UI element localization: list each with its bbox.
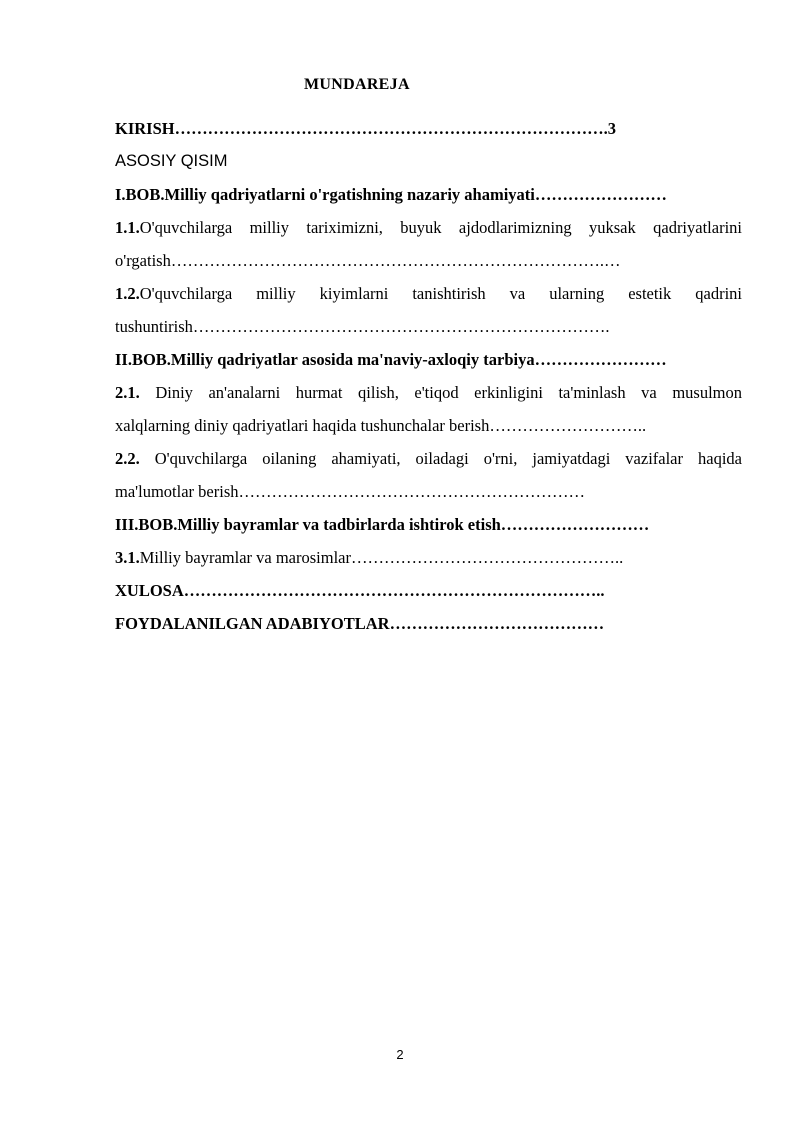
toc-entry-1-2-line-2: tushuntirish…………………………………………………………………. xyxy=(115,317,610,336)
toc-entry-xulosa: XULOSA………………………………………………………………….. xyxy=(115,581,605,600)
toc-entry-asosiy-qisim: ASOSIY QISIM xyxy=(115,152,228,170)
toc-entry-1-1-line-2: o'rgatish…………………………………………………………………….… xyxy=(115,251,621,270)
toc-entry-bob-3: III.BOB.Milliy bayramlar va tadbirlarda ishtirok etish……………………… xyxy=(115,515,650,534)
section-text: O'quvchilarga oilaning ahamiyati, oiladagi o'rni, jamiyatdagi vazifalar haqida xyxy=(139,449,742,468)
section-number: 3.1. xyxy=(115,548,140,567)
toc-entry-2-2-line-1 xyxy=(115,442,742,475)
toc-entry-2-1-line-1 xyxy=(115,376,742,409)
section-text: Diniy an'analarni hurmat qilish, e'tiqod erkinligini ta'minlash va musulmon xyxy=(139,383,742,402)
section-text: Milliy bayramlar va marosimlar………………………………………….. xyxy=(139,548,624,567)
page-number: 2 xyxy=(396,1047,404,1062)
toc-entry-2-1-line-2: xalqlarning diniy qadriyatlari haqida tushunchalar berish……………………….. xyxy=(115,416,647,435)
section-text: O'quvchilarga milliy kiyimlarni tanishtirish va ularning estetik qadrini xyxy=(139,284,742,303)
toc-entry-bob-2: II.BOB.Milliy qadriyatlar asosida ma'naviy-axloqiy tarbiya…………………… xyxy=(115,350,667,369)
toc-entry-1-1-line-1 xyxy=(115,211,742,244)
toc-entry-2-2-line-2: ma'lumotlar berish……………………………………………………… xyxy=(115,482,585,501)
section-text: O'quvchilarga milliy tariximizni, buyuk ajdodlarimizning yuksak qadriyatlarini xyxy=(139,218,742,237)
section-number: 2.1. xyxy=(115,383,140,402)
section-number: 2.2. xyxy=(115,449,140,468)
page-title: MUNDAREJA xyxy=(304,76,410,93)
table-of-contents xyxy=(115,112,742,640)
toc-entry-adabiyotlar: FOYDALANILGAN ADABIYOTLAR………………………………… xyxy=(115,614,605,633)
toc-entry-3-1 xyxy=(115,541,742,574)
section-number: 1.1. xyxy=(115,218,140,237)
toc-entry-kirish: KIRISH…………………………………………………………………….3 xyxy=(115,119,616,138)
toc-entry-1-2-line-1 xyxy=(115,277,742,310)
toc-entry-bob-1: I.BOB.Milliy qadriyatlarni o'rgatishning nazariy ahamiyati…………………… xyxy=(115,185,667,204)
section-number: 1.2. xyxy=(115,284,140,303)
